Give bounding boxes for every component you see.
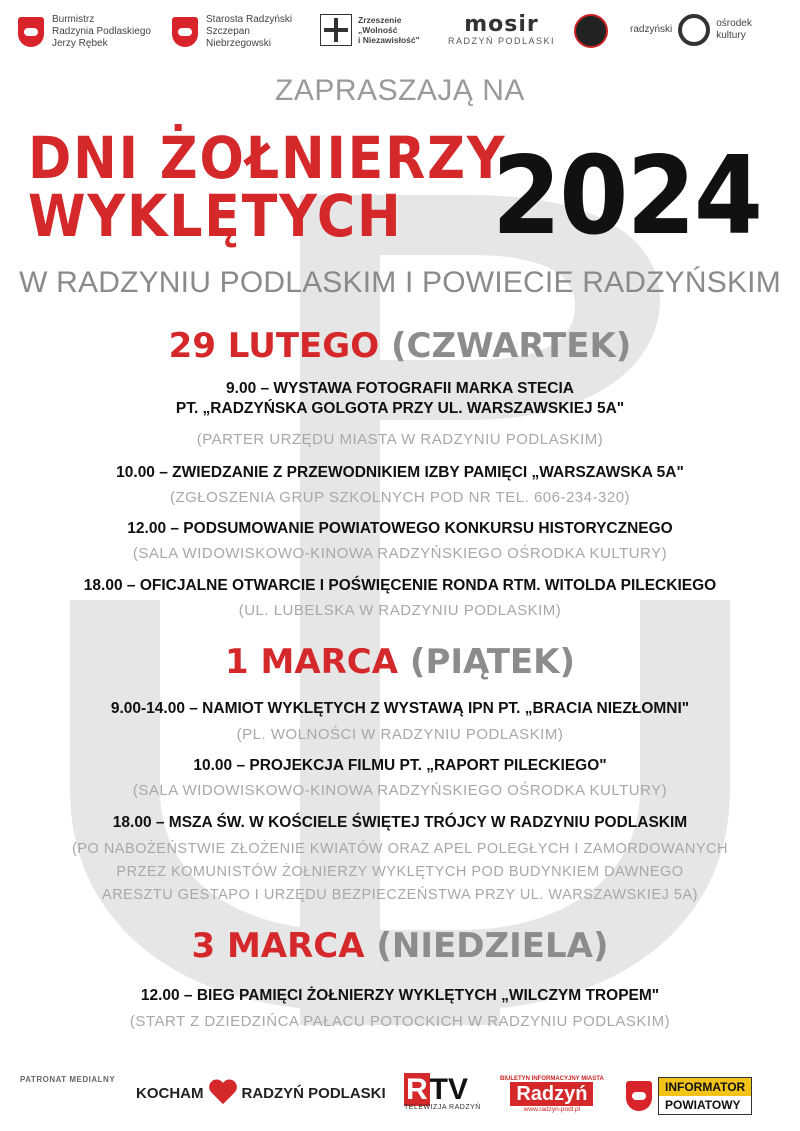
coat-of-arms-icon xyxy=(18,17,44,47)
osrodek-right-text: ośrodek kultury xyxy=(716,18,752,41)
mosir-wordmark: mosir xyxy=(464,12,539,37)
event-title-line1: DNI ŻOŁNIERZY xyxy=(28,124,507,192)
day-weekday: (NIEDZIELA) xyxy=(376,926,609,966)
radzyn-text: RADZYŃ PODLASKI xyxy=(241,1084,386,1102)
event-note: (START Z DZIEDZIŃCA PAŁACU POTOCKICH W RADZYNIU PODLASKIM) xyxy=(129,1013,671,1030)
coat-of-arms-icon xyxy=(172,17,198,47)
day-weekday: (CZWARTEK) xyxy=(390,326,632,366)
event-place: W RADZYNIU PODLASKIM I POWIECIE RADZYŃSKIM xyxy=(19,266,781,299)
event-note: (SALA WIDOWISKOWO-KINOWA RADZYŃSKIEGO OŚRODKA KULTURY) xyxy=(132,782,668,799)
invite-text: ZAPRASZAJĄ NA xyxy=(275,74,525,107)
mosir-subtitle: RADZYŃ PODLASKI xyxy=(448,36,556,46)
event-note: (PARTER URZĘDU MIASTA W RADZYNIU PODLASKIM) xyxy=(196,431,604,448)
event-note: (UL. LUBELSKA W RADZYNIU PODLASKIM) xyxy=(238,602,562,619)
patron-label: PATRONAT MEDIALNY xyxy=(20,1075,116,1084)
event-title: 18.00 – OFICJALNE OTWARCIE I POŚWIĘCENIE RONDA RTM. WITOLDA PILECKIEGO xyxy=(83,577,717,594)
event-title: 12.00 – BIEG PAMIĘCI ŻOŁNIERZY WYKLĘTYCH „WILCZYM TROPEM" xyxy=(140,987,660,1004)
day-date: 1 MARCA xyxy=(224,642,399,682)
informator-bottom: POWIATOWY xyxy=(665,1098,741,1112)
event-note: (ZGŁOSZENIA GRUP SZKOLNYCH POD NR TEL. 606-234-320) xyxy=(169,489,631,506)
rtv-r: R xyxy=(406,1073,428,1106)
event-title: 10.00 – PROJEKCJA FILMU PT. „RAPORT PILECKIEGO" xyxy=(193,757,607,774)
rtv-subtitle: TELEWIZJA RADZYŃ xyxy=(404,1104,481,1111)
mosir-logo xyxy=(448,14,555,46)
informator-top: INFORMATOR xyxy=(659,1078,751,1096)
event-title: 9.00-14.00 – NAMIOT WYKLĘTYCH Z WYSTAWĄ IPN PT. „BRACIA NIEZŁOMNI" xyxy=(110,700,690,717)
informator-box xyxy=(658,1077,752,1115)
kocham-radzyn-logo xyxy=(136,1080,386,1106)
rtv-tv: TV xyxy=(429,1073,469,1106)
zrzeszenie-text: Zrzeszenie „Wolność i Niezawisłość" xyxy=(358,15,420,45)
event-note: (PO NABOŻEŃSTWIE ZŁOŻENIE KWIATÓW ORAZ APEL POLEGŁYCH I ZAMORDOWANYCH PRZEZ KOMUNISTÓW ŻOŁNIERZY WYKLĘTYCH POD BUDYNKIEM DAWNEGO ARESZTU GESTAPO I URZĘDU BEZPIECZEŃSTWA PRZY UL. WARSZAWSKIEJ 5A) xyxy=(72,841,728,903)
osrodek-kultury-logo xyxy=(630,14,782,46)
emblem-icon xyxy=(574,14,608,48)
biuletyn-url: www.radzyn-podl.pl xyxy=(523,1106,581,1113)
day-date: 3 MARCA xyxy=(191,926,365,966)
biuletyn-logo xyxy=(500,1076,604,1113)
day-weekday: (PIĄTEK) xyxy=(409,642,576,682)
coat-of-arms-icon xyxy=(626,1081,652,1111)
event-title: 10.00 – ZWIEDZANIE Z PRZEWODNIKIEM IZBY PAMIĘCI „WARSZAWSKA 5A" xyxy=(116,464,684,481)
rtv-wordmark xyxy=(404,1073,469,1106)
cross-icon xyxy=(320,14,352,46)
informator-logo xyxy=(626,1077,752,1115)
day-date: 29 LUTEGO xyxy=(168,326,380,366)
zrzeszenie-logo xyxy=(320,14,420,46)
event-note: (PL. WOLNOŚCI W RADZYNIU PODLASKIM) xyxy=(236,726,564,743)
rtv-logo xyxy=(404,1073,481,1111)
biuletyn-wordmark: Radzyń xyxy=(510,1082,593,1106)
starosta-text: Starosta Radzyński Szczepan Niebrzegowski xyxy=(206,14,293,49)
osrodek-left-text: radzyński xyxy=(630,24,673,35)
biuletyn-top: BIULETYN INFORMACYJNY MIASTA xyxy=(500,1076,604,1082)
event-title-line2: WYKLĘTYCH xyxy=(28,182,403,250)
event-title: 12.00 – PODSUMOWANIE POWIATOWEGO KONKURSU HISTORYCZNEGO xyxy=(127,520,673,537)
event-title: 9.00 – WYSTAWA FOTOGRAFII MARKA STECIA PT. „RADZYŃSKA GOLGOTA PRZY UL. WARSZAWSKIEJ 5A" xyxy=(175,380,625,417)
burmistrz-logo xyxy=(18,14,151,50)
starosta-logo xyxy=(172,14,292,50)
day-heading xyxy=(0,326,800,366)
burmistrz-text: Burmistrz Radzynia Podlaskiego Jerzy Rębek xyxy=(52,14,151,49)
heart-icon xyxy=(208,1080,238,1106)
event-year: 2024 xyxy=(492,134,762,259)
day-heading xyxy=(0,926,800,966)
kocham-text: KOCHAM xyxy=(136,1084,204,1102)
event-note: (SALA WIDOWISKOWO-KINOWA RADZYŃSKIEGO OŚRODKA KULTURY) xyxy=(132,545,668,562)
round-emblem-logo xyxy=(574,14,608,48)
sponsor-logos xyxy=(18,14,782,58)
ring-icon xyxy=(678,14,710,46)
event-title: 18.00 – MSZA ŚW. W KOŚCIELE ŚWIĘTEJ TRÓJCY W RADZYNIU PODLASKIM xyxy=(112,814,688,831)
day-heading xyxy=(0,642,800,682)
